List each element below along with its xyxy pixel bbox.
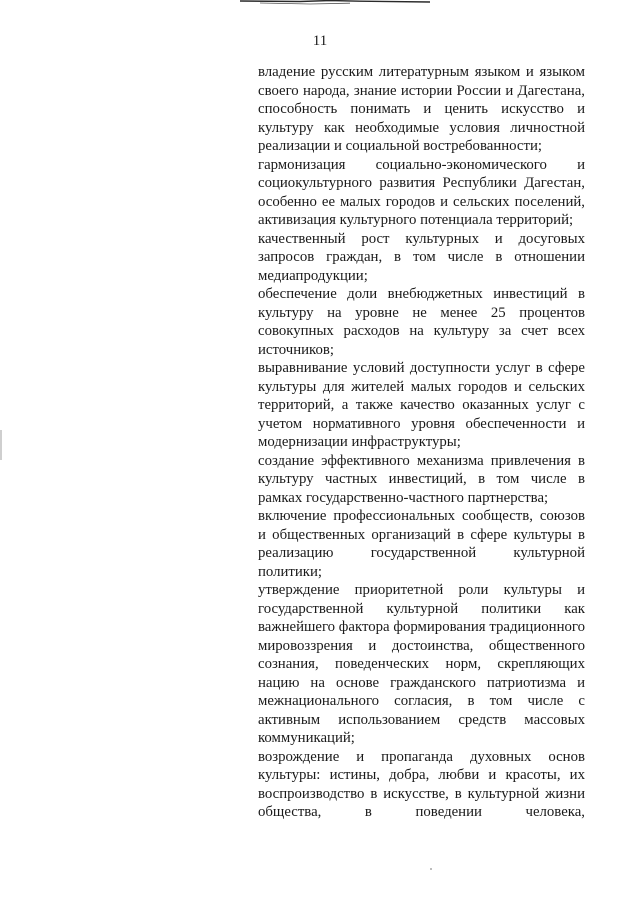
left-margin-mark — [0, 430, 2, 460]
scan-edge-artifact — [240, 0, 430, 6]
paragraph-2: гармонизация социально-экономического и социокультурного развития Республики Дагестан, особенно ее малых городов и сельских поселений, активизация культурного потенциала территорий; — [258, 156, 585, 228]
paragraph-7: включение профессиональных сообществ, союзов и общественных организаций в сфере культуры в реализацию государственной культурной политики; — [258, 508, 585, 580]
paragraph-5: выравнивание условий доступности услуг в сфере культуры для жителей малых городов и сельских территорий, а также качество оказанных услуг с учетом нормативного уровня обеспеченности и модернизации инфраструктуры; — [258, 360, 585, 450]
paragraph-6: создание эффективного механизма привлечения в культуру частных инвестиций, в том числе в рамках государственно-частного партнерства; — [258, 452, 585, 506]
page-number: 11 — [312, 33, 328, 49]
paragraph-3: качественный рост культурных и досуговых запросов граждан, в том числе в отношении медиапродукции; — [258, 230, 585, 284]
paragraph-8: утверждение приоритетной роли культуры и государственной культурной политики как важнейшего фактора формирования традиционного мировоззрения и достоинства, общественного сознания, поведенческих норм, скрепляющих нацию на основе гражданского патриотизма и межнационального согласия, в том числе с активным использованием средств массовых коммуникаций; — [258, 582, 585, 746]
paragraph-4: обеспечение доли внебюджетных инвестиций в культуру на уровне не менее 25 процентов совокупных расходов на культуру за счет всех источников; — [258, 286, 585, 358]
paragraph-9: возрождение и пропаганда духовных основ культуры: истины, добра, любви и красоты, их воспроизводство в искусстве, в культурной жизни общества, в поведении человека, — [258, 748, 585, 820]
scan-dot — [430, 868, 432, 870]
document-body — [258, 63, 585, 822]
paragraph-1: владение русским литературным языком и языком своего народа, знание истории России и Дагестана, способность понимать и ценить искусство и культуру как необходимые условия личностной реализации и социальной востребованности; — [258, 64, 585, 154]
